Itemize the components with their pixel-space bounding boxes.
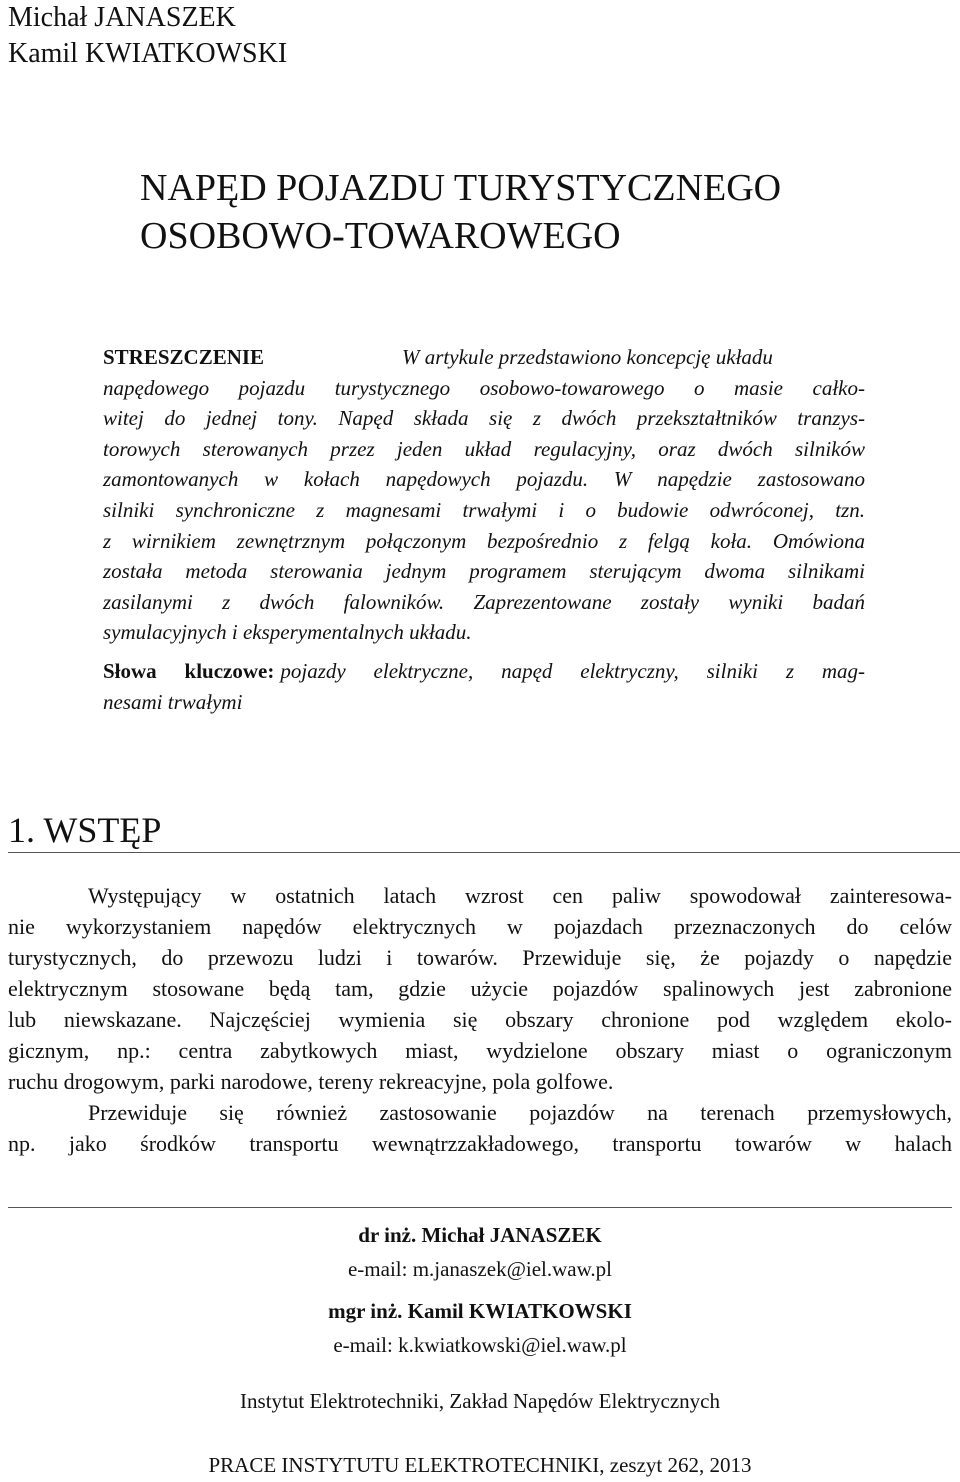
- keywords-text: pojazdy elektryczne, napęd elektryczny, silniki z mag-: [280, 659, 866, 683]
- keywords-text: nesami trwałymi: [103, 690, 243, 714]
- paragraph-line: ruchu drogowym, parki narodowe, tereny rekreacyjne, pola golfowe.: [8, 1069, 614, 1094]
- author-email: e-mail: m.janaszek@iel.waw.pl: [347, 1257, 613, 1281]
- paragraph-line: elektrycznym stosowane będą tam, gdzie użycie pojazdów spalinowych jest zabronione: [8, 976, 952, 1001]
- footer-divider: [8, 1207, 952, 1208]
- institute-name: Instytut Elektrotechniki, Zakład Napędów Elektrycznych: [240, 1389, 720, 1413]
- title-line: NAPĘD POJAZDU TURYSTYCZNEGO: [140, 167, 782, 209]
- keywords: [103, 656, 865, 718]
- paragraph-line: lub niewskazane. Najczęściej wymienia się obszary chronione pod względem ekolo-: [8, 1007, 952, 1032]
- footer: [0, 1218, 960, 1482]
- author-name: Michał JANASZEK: [8, 2, 236, 33]
- section-divider: [8, 852, 960, 853]
- abstract-line: witej do jednej tony. Napęd składa się z dwóch przekształtników tranzys-: [103, 406, 865, 431]
- abstract-line: silniki synchroniczne z magnesami trwałymi i o budowie odwróconej, tzn.: [103, 497, 865, 522]
- abstract-line: torowych sterowanych przez jeden układ regulacyjny, oraz dwóch silników: [103, 436, 865, 461]
- journal-citation: PRACE INSTYTUTU ELEKTROTECHNIKI, zeszyt 262, 2013: [208, 1453, 752, 1477]
- abstract-line: została metoda sterowania jednym programem sterującym dwoma silnikami: [103, 559, 865, 584]
- paper-title: [140, 164, 781, 260]
- author-name: Kamil KWIATKOWSKI: [8, 38, 288, 69]
- section-heading: 1. WSTĘP: [8, 810, 162, 850]
- abstract-line: z wirnikiem zewnętrznym połączonym bezpośrednio z felgą koła. Omówiona: [103, 528, 865, 553]
- abstract-label: STRESZCZENIE: [103, 345, 265, 369]
- paragraph-line: gicznym, np.: centra zabytkowych miast, wydzielone obszary miast o ograniczonym: [8, 1038, 952, 1063]
- paragraph-line: nie wykorzystaniem napędów elektrycznych w pojazdach przeznaczonych do celów: [8, 914, 952, 939]
- abstract-line: symulacyjnych i eksperymentalnych układu.: [103, 620, 472, 645]
- body-text: [8, 880, 952, 1159]
- paragraph-line: Występujący w ostatnich latach wzrost cen paliw spowodował zainteresowa-: [88, 883, 952, 908]
- author-affiliation-name: mgr inż. Kamil KWIATKOWSKI: [328, 1299, 632, 1323]
- keywords-label: Słowa kluczowe:: [103, 659, 275, 683]
- abstract: [103, 342, 865, 648]
- author-affiliation-name: dr inż. Michał JANASZEK: [358, 1223, 602, 1247]
- paragraph-line: np. jako środków transportu wewnątrzzakładowego, transportu towarów w halach: [8, 1131, 952, 1156]
- paragraph-line: Przewiduje się również zastosowanie pojazdów na terenach przemysłowych,: [88, 1100, 952, 1125]
- abstract-line: zasilanymi z dwóch falowników. Zaprezentowane zostały wyniki badań: [103, 589, 865, 614]
- author-email: e-mail: k.kwiatkowski@iel.waw.pl: [333, 1333, 627, 1357]
- abstract-line: napędowego pojazdu turystycznego osobowo-towarowego o masie całko-: [103, 375, 865, 400]
- title-line: OSOBOWO-TOWAROWEGO: [140, 215, 621, 257]
- abstract-line: STRESZCZENIE W artykule przedstawiono koncepcję układu: [103, 342, 865, 373]
- paragraph-line: turystycznych, do przewozu ludzi i towarów. Przewiduje się, że pojazdy o napędzie: [8, 945, 952, 970]
- author-list: [8, 0, 287, 72]
- abstract-line: zamontowanych w kołach napędowych pojazdu. W napędzie zastosowano: [103, 467, 865, 492]
